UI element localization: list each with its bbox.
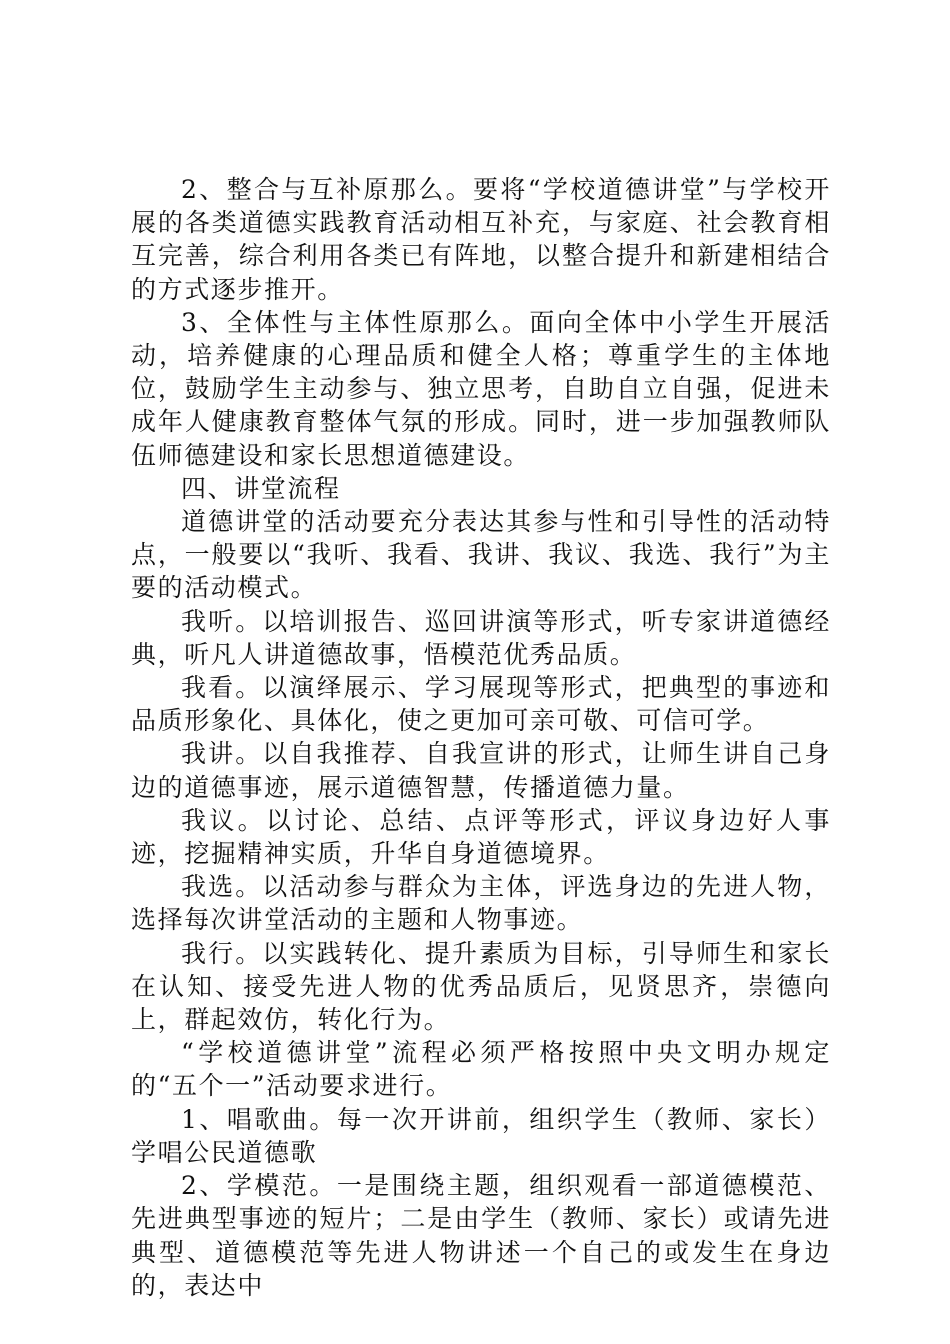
paragraph-activity-mode: 道德讲堂的活动要充分表达其参与性和引导性的活动特点，一般要以“我听、我看、我讲、我议、我选、我行”为主要的活动模式。 xyxy=(131,507,831,603)
paragraph-i-select: 我选。以活动参与群众为主体，评选身边的先进人物，选择每次讲堂活动的主题和人物事迹。 xyxy=(131,872,831,935)
section-heading-process: 四、讲堂流程 xyxy=(181,473,341,503)
paragraph-universality-principle: 3、全体性与主体性原那么。面向全体中小学生开展活动，培养健康的心理品质和健全人格；尊重学生的主体地位，鼓励学生主动参与、独立思考，自助自立自强，促进未成年人健康教育整体气氛的形成。同时，进一步加强教师队伍师德建设和家长思想道德建设。 xyxy=(131,307,831,470)
paragraph-i-listen: 我听。以培训报告、巡回讲演等形式，听专家讲道德经典，听凡人讲道德故事，悟模范优秀品质。 xyxy=(131,606,831,669)
paragraph-i-speak: 我讲。以自我推荐、自我宣讲的形式，让师生讲自己身边的道德事迹，展示道德智慧，传播道德力量。 xyxy=(131,739,831,802)
document-body xyxy=(131,173,831,1302)
paragraph-i-act: 我行。以实践转化、提升素质为目标，引导师生和家长在认知、接受先进人物的优秀品质后，见贤思齐，崇德向上，群起效仿，转化行为。 xyxy=(131,938,831,1035)
paragraph-integration-principle: 2、整合与互补原那么。要将“学校道德讲堂”与学校开展的各类道德实践教育活动相互补充，与家庭、社会教育相互完善，综合利用各类已有阵地，以整合提升和新建相结合的方式逐步推开。 xyxy=(131,175,831,304)
paragraph-learn-models: 2、学模范。一是围绕主题，组织观看一部道德模范、先进典型事迹的短片；二是由学生（教师、家长）或请先进典型、道德模范等先进人物讲述一个自己的或发生在身边的，表达中 xyxy=(131,1171,831,1300)
paragraph-process-requirement: “学校道德讲堂”流程必须严格按照中央文明办规定的“五个一”活动要求进行。 xyxy=(131,1038,831,1101)
paragraph-i-watch: 我看。以演绎展示、学习展现等形式，把典型的事迹和品质形象化、具体化，使之更加可亲可敬、可信可学。 xyxy=(131,673,831,736)
paragraph-sing-songs: 1、唱歌曲。每一次开讲前，组织学生（教师、家长）学唱公民道德歌 xyxy=(131,1104,831,1167)
paragraph-i-discuss: 我议。以讨论、总结、点评等形式，评议身边好人事迹，挖掘精神实质，升华自身道德境界。 xyxy=(131,805,831,869)
